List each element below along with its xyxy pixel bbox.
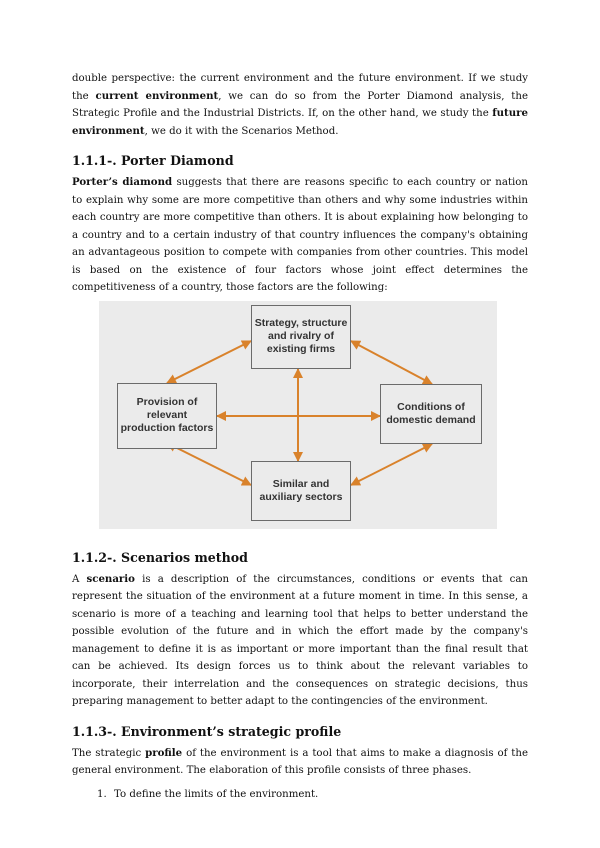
- arrow-top-left: [167, 341, 251, 383]
- porter-diamond-heading: 1.1.1-. Porter Diamond: [72, 153, 234, 168]
- box-auxiliary-sectors: Similar and auxiliary sectors: [251, 461, 351, 521]
- porter-diamond-paragraph: Porter’s diamond suggests that there are reasons specific to each country or nation to explain why some are more competitive than others and why some industries within each country are more competitive than others. It is about explaining how belonging to a country and to a certain industry of that country influences the company's obtaining an advantageous position to compete with companies from other countries. This model is based on the existence of four factors whose joint effect determines the competitiveness of a country, those factors are the following:: [72, 176, 528, 293]
- phases-list: [72, 786, 528, 803]
- profile-term: profile: [145, 746, 183, 759]
- porter-diamond-diagram: [99, 301, 497, 529]
- arrow-top-right: [351, 341, 432, 384]
- document-page: [72, 70, 528, 803]
- porter-diamond-term: Porter’s diamond: [72, 176, 173, 188]
- arrow-bottom-right: [351, 444, 432, 485]
- scenario-term: scenario: [86, 572, 135, 585]
- strategic-profile-paragraph: The strategic profile of the environment is a tool that aims to make a diagnosis of the general environment. The elaboration of this profile consists of three phases.: [72, 746, 528, 776]
- current-environment-term: current environment: [95, 89, 219, 102]
- arrow-bottom-left: [167, 443, 251, 485]
- box-production-factors: Provision of relevant production factors: [117, 383, 217, 449]
- intro-paragraph: double perspective: the current environment and the future environment. If we study the current environment, we can do so from the Porter Diamond analysis, the Strategic Profile and the Industrial Districts. If, on the other hand, we study the future environment, we do it with the Scenarios Method.: [72, 73, 528, 137]
- scenarios-method-heading: 1.1.2-. Scenarios method: [72, 549, 248, 565]
- strategic-profile-heading: 1.1.3-. Environment’s strategic profile: [72, 723, 342, 739]
- box-strategy-structure-rivalry: Strategy, structure and rivalry of existing firms: [251, 305, 351, 369]
- box-domestic-demand: Conditions of domestic demand: [380, 384, 482, 444]
- future-environment-term: future environment: [72, 107, 528, 137]
- scenarios-paragraph: A scenario is a description of the circumstances, conditions or events that can represent the situation of the environment at a future moment in time. In this sense, a scenario is more of a teaching and learning tool that helps to better understand the possible evolution of the future and in which the effort made by the company's management to define it is as important or more important than the final result that can be achieved. Its design forces us to think about the relevant variables to incorporate, their interrelation and the consequences on strategic decisions, thus preparing management to better adapt to the contingencies of the environment.: [72, 572, 528, 707]
- list-item: 1. To define the limits of the environment.: [110, 786, 528, 803]
